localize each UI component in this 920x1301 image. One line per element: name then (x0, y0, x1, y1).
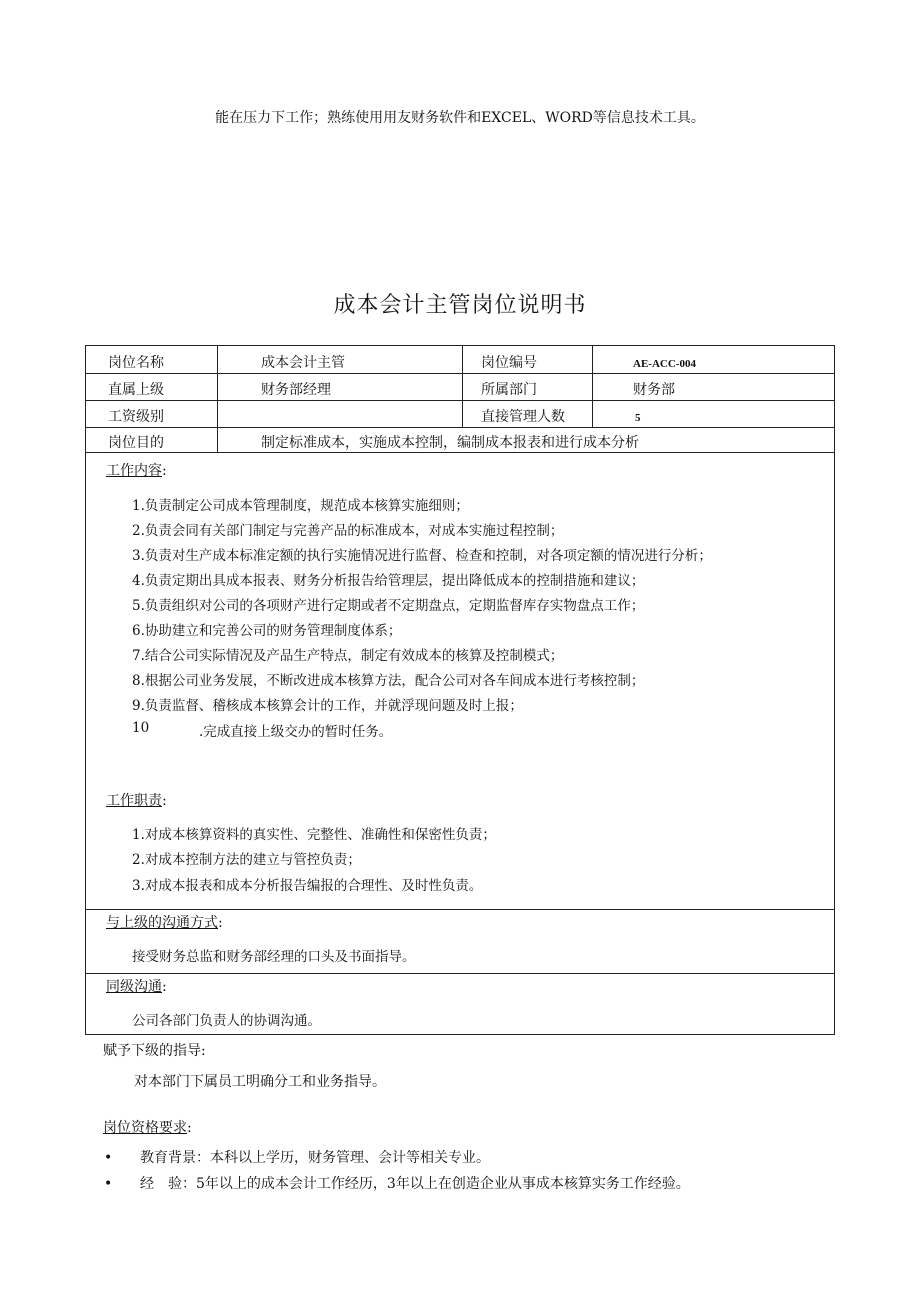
work-content-item-10-text: .完成直接上级交办的暂时任务。 (199, 724, 393, 740)
peer-comm-heading (106, 976, 167, 996)
purpose-value: 制定标准成本，实施成本控制，编制成本报表和进行成本分析 (261, 435, 639, 451)
peer-comm-colon: : (162, 979, 167, 995)
row-divider (86, 400, 834, 401)
responsibilities-colon: : (162, 793, 167, 809)
subordinate-guidance-title: 赋予下级的指导: (103, 1043, 206, 1059)
qualification-text: 经 验：5年以上的成本会计工作经历，3年以上在创造企业从事成本核算实务工作经验。 (140, 1176, 690, 1192)
column-divider (462, 346, 463, 427)
superior-comm-heading (106, 912, 223, 932)
department-label: 所属部门 (481, 382, 537, 398)
work-content-item: 6.协助建立和完善公司的财务管理制度体系； (132, 623, 402, 639)
department-value: 财务部 (633, 382, 675, 398)
supervisor-label: 直属上级 (108, 382, 164, 398)
work-content-item: 3.负责对生产成本标准定额的执行实施情况进行监督、检查和控制，对各项定额的情况进行分析； (132, 548, 712, 564)
work-content-title: 工作内容 (106, 463, 162, 479)
qualification-item (104, 1147, 490, 1167)
section-divider (86, 973, 834, 974)
salary-label: 工资级别 (108, 409, 164, 425)
bullet-icon: • (104, 1150, 113, 1166)
supervisor-value: 财务部经理 (261, 382, 331, 398)
position-name-label: 岗位名称 (108, 355, 164, 371)
job-description-table (85, 345, 835, 1035)
qualifications-title: 岗位资格要求 (103, 1120, 187, 1136)
row-divider (86, 427, 834, 428)
responsibility-item: 1.对成本核算资料的真实性、完整性、准确性和保密性负责； (132, 827, 496, 843)
position-name-value: 成本会计主管 (261, 355, 345, 371)
superior-comm-colon: : (218, 915, 223, 931)
position-code-label: 岗位编号 (481, 355, 537, 371)
position-code-value: AE-ACC-004 (633, 358, 696, 370)
qualification-text: 教育背景：本科以上学历，财务管理、会计等相关专业。 (140, 1150, 490, 1166)
responsibilities-title: 工作职责 (106, 793, 162, 809)
bullet-icon: • (104, 1176, 113, 1192)
superior-comm-title: 与上级的沟通方式 (106, 915, 218, 931)
direct-reports-value: 5 (635, 412, 641, 424)
qualifications-heading (103, 1117, 192, 1137)
row-divider (86, 452, 834, 453)
work-content-item: 4.负责定期出具成本报表、财务分析报告给管理层，提出降低成本的控制措施和建议； (132, 573, 645, 589)
qualification-item (104, 1173, 690, 1193)
work-content-item: 7.结合公司实际情况及产品生产特点，制定有效成本的核算及控制模式； (132, 648, 564, 664)
work-content-item: 9.负责监督、稽核成本核算会计的工作，并就浮现问题及时上报； (132, 698, 523, 714)
top-note: 能在压力下工作；熟练使用用友财务软件和EXCEL、WORD等信息技术工具。 (215, 110, 705, 126)
responsibilities-heading (106, 790, 167, 810)
column-divider (592, 346, 593, 427)
peer-comm-text: 公司各部门负责人的协调沟通。 (132, 1013, 321, 1029)
work-content-colon: : (162, 463, 167, 479)
work-content-item: 2.负责会同有关部门制定与完善产品的标准成本，对成本实施过程控制； (132, 523, 564, 539)
direct-reports-label: 直接管理人数 (481, 409, 565, 425)
work-content-item: 8.根据公司业务发展，不断改进成本核算方法，配合公司对各车间成本进行考核控制； (132, 673, 645, 689)
subordinate-guidance-text: 对本部门下属员工明确分工和业务指导。 (134, 1074, 386, 1090)
work-content-heading (106, 460, 167, 480)
row-divider (86, 373, 834, 374)
qualifications-colon: : (187, 1120, 192, 1136)
superior-comm-text: 接受财务总监和财务部经理的口头及书面指导。 (132, 949, 416, 965)
peer-comm-title: 同级沟通 (106, 979, 162, 995)
work-content-item: 5.负责组织对公司的各项财产进行定期或者不定期盘点，定期监督库存实物盘点工作； (132, 598, 645, 614)
work-content-item-10-number: 10 (132, 720, 150, 736)
purpose-label: 岗位目的 (108, 435, 164, 451)
responsibility-item: 3.对成本报表和成本分析报告编报的合理性、及时性负责。 (132, 878, 483, 894)
page-title: 成本会计主管岗位说明书 (333, 293, 587, 318)
section-divider (86, 909, 834, 910)
column-divider (217, 346, 218, 452)
work-content-item: 1.负责制定公司成本管理制度，规范成本核算实施细则； (132, 498, 469, 514)
responsibility-item: 2.对成本控制方法的建立与管控负责； (132, 852, 361, 868)
